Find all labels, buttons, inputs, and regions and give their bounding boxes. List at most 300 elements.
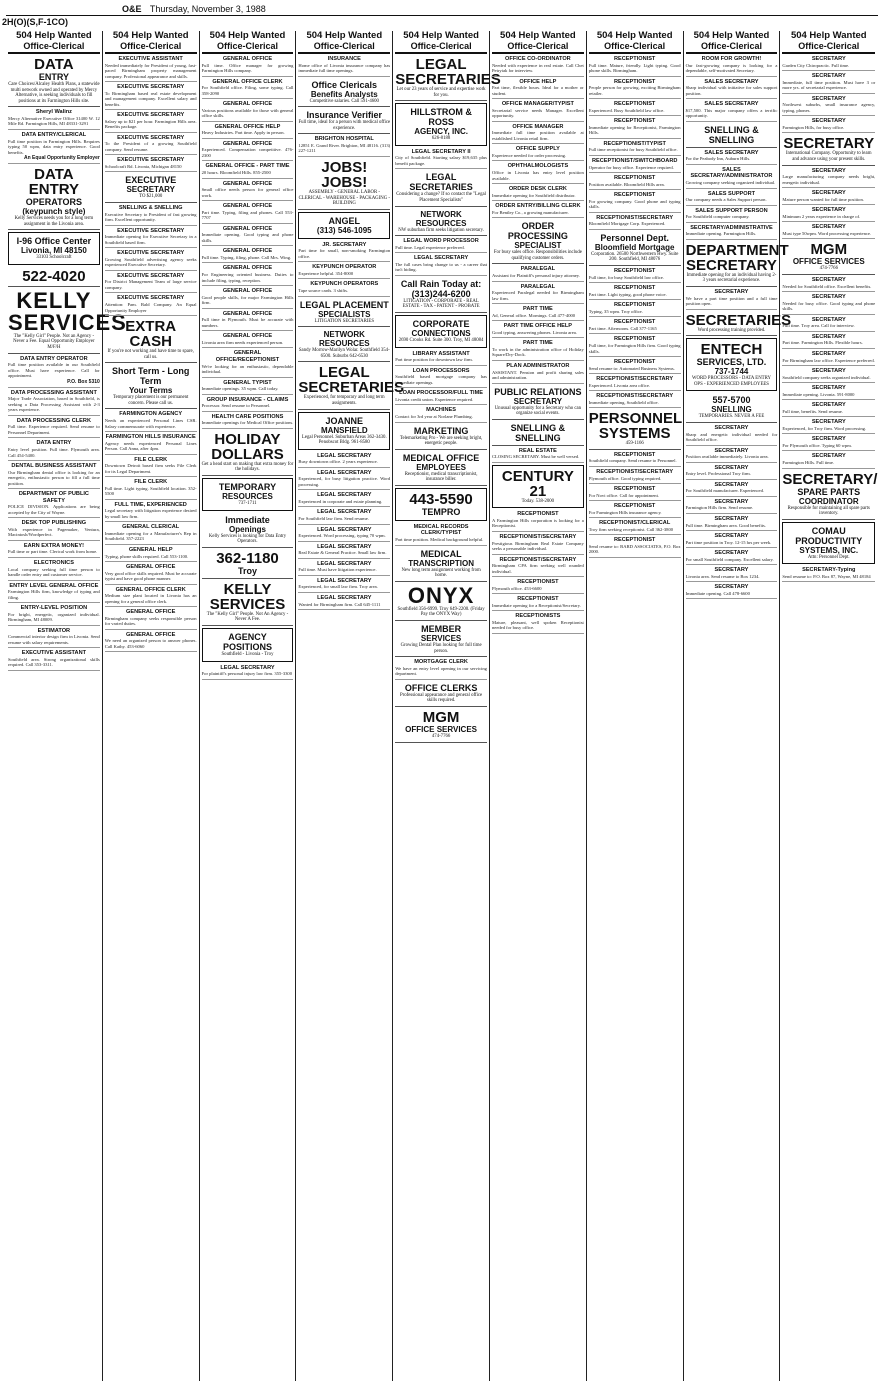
classified-ad	[202, 379, 294, 395]
ad-heading: GENERAL TYPIST	[223, 379, 272, 386]
display-ad-headline: HILLSTROM & ROSS	[410, 107, 472, 128]
classified-ad	[589, 301, 681, 317]
classified-ad	[492, 595, 584, 611]
ad-body: Commercial interior design firm in Livonia. Send resume with salary requirements.	[8, 634, 100, 645]
ad-body: Immediate opening for Southfield distributor.	[491, 192, 576, 198]
display-ad-text: Professional appearance and general office skills required.	[399, 692, 483, 704]
classified-ad	[686, 149, 778, 165]
classified-ad	[105, 501, 197, 523]
display-ad-text: 459-1166	[625, 441, 644, 447]
ad-heading: LEGAL SECRETARY	[317, 543, 372, 550]
ad-body: For Southfield manufacturer. Experienced.	[685, 488, 765, 494]
ad-heading: SECRETARY	[811, 419, 846, 426]
ad-heading: RECEPTIONIST	[614, 78, 656, 85]
ad-heading: RECEPTIONIST	[517, 511, 559, 518]
display-ad-headline: CORPORATE	[412, 319, 470, 330]
ad-body: Immediate openings. 35 wpm. Call today.	[201, 386, 279, 392]
ad-heading: SECRETARY-Typing	[802, 567, 856, 574]
display-ad	[298, 108, 390, 134]
classified-ad	[8, 604, 100, 626]
display-ad-text: WORD PROCESSORS - DATA ENTRY OPS - EXPERIENCED EMPLOYEES	[691, 376, 771, 387]
display-ad-headline: KELLY	[223, 580, 272, 598]
ad-body: Part time for small, non-smoking Farmington office.	[298, 248, 391, 259]
classified-columns	[6, 31, 878, 1381]
classified-column	[200, 31, 297, 1381]
ad-heading: ESTIMATOR	[37, 627, 71, 634]
ad-heading: DENTAL BUSINESS ASSISTANT	[11, 463, 97, 469]
column-heading-subcategory: Office-Clerical	[604, 41, 666, 51]
classified-ad	[492, 162, 584, 184]
display-ad	[492, 465, 584, 509]
ad-body: Assistant for Plaintiff's personal injury attorney.	[491, 273, 580, 279]
ad-heading: SECRETARY	[714, 567, 749, 574]
column-heading-category: 504 Help Wanted	[112, 30, 189, 41]
display-ad	[202, 513, 294, 548]
ad-body: Processor. Send resume to Personnel.	[201, 403, 271, 409]
classified-ad	[105, 134, 197, 156]
classified-ad	[782, 95, 875, 117]
classified-ad	[105, 294, 197, 316]
classified-ad	[492, 265, 584, 281]
ad-body: To work in the administration office of Holiday Square/Dry-Dock.	[491, 346, 584, 358]
display-ad-headline: CONNECTIONS	[411, 329, 471, 339]
ad-body: Home office of Livonia insurance company has immediate full time openings.	[298, 62, 391, 74]
classified-ad	[395, 523, 487, 546]
ad-heading: RECEPTIONIST/TYPIST	[603, 140, 666, 147]
ad-heading: SECRETARY	[811, 73, 846, 80]
display-ad-headline: MGM	[422, 708, 460, 726]
display-ad-headline: Immediate	[225, 514, 270, 525]
display-ad	[395, 315, 487, 348]
ad-heading: SECRETARY	[811, 56, 846, 62]
ad-heading: SALES SUPPORT PERSON	[695, 207, 768, 214]
ad-body: Executive Secretary to President of fast growing firm. Excellent opportunity.	[104, 211, 197, 223]
display-ad-headline: OPERATORS	[25, 197, 82, 208]
ad-body: Various positions available for those with general office skills.	[201, 107, 294, 119]
classified-ad	[782, 189, 875, 205]
classified-ad	[298, 469, 390, 491]
display-ad	[782, 470, 878, 520]
ad-heading: RECEPTIONIST	[614, 503, 656, 510]
ad-heading: SECRETARY	[714, 425, 749, 431]
classified-ad	[686, 481, 778, 497]
ad-heading: RECEPTIONIST/SECRETARY	[596, 393, 674, 400]
classified-ad	[105, 478, 197, 500]
classified-ad	[782, 316, 875, 332]
ad-heading: GENERAL OFFICE	[222, 203, 273, 210]
ad-body: Northwest suburbs, small insurance agency, typing, phones.	[782, 102, 876, 113]
display-ad	[298, 328, 390, 362]
ad-heading: DESK TOP PUBLISHING	[21, 520, 87, 527]
classified-ad	[589, 335, 681, 357]
classified-ad	[298, 508, 390, 524]
ad-heading: SECRETARY	[714, 481, 749, 488]
ad-heading: RECEPTIONIST/SECRETARY	[499, 533, 577, 540]
ad-heading: LEGAL SECRETARY	[317, 469, 372, 476]
display-ad-headline: MEMBER	[421, 623, 462, 634]
classified-ad	[589, 392, 681, 408]
display-ad-headline: NETWORK RESOURCES	[318, 330, 370, 349]
ad-body: Part time. Farmington Hills. Flexible hours.	[782, 340, 863, 346]
section-label: O&E	[122, 4, 142, 14]
display-ad-text: Corporation. 26500 Northwestern Hwy. Suite 200. Southfield, MI 48076	[591, 251, 679, 263]
ad-heading: SECRETARY	[714, 550, 749, 557]
classified-ad	[298, 55, 390, 77]
display-ad-text: The "Kelly Girl" People. Not an Agency - Never a Fee. Equal Opportunity Employer M/F/H	[13, 333, 95, 351]
ad-body: For Farmington Hills insurance agency.	[588, 509, 662, 515]
ad-heading: LOAN PROCESSORS	[412, 367, 470, 374]
display-ad	[395, 277, 487, 313]
display-ad-headline: OFFICE CLERKS	[404, 682, 478, 693]
ad-heading: SECRETARY	[811, 436, 846, 443]
classified-ad	[105, 586, 197, 608]
ad-body: Full time receptionist for busy Southfield office.	[588, 147, 678, 153]
display-ad	[8, 55, 100, 107]
ad-body: Large manufacturing company needs bright, energetic individual.	[782, 174, 876, 185]
ad-body: Wanted for Birmingham firm. Call 645-1111	[298, 601, 381, 607]
classified-ad	[105, 631, 197, 653]
ad-heading: GENERAL OFFICE - PART TIME	[205, 163, 290, 170]
ad-heading: LEGAL WORD PROCESSOR	[403, 238, 479, 245]
classified-ad	[202, 396, 294, 412]
display-ad	[298, 212, 390, 239]
ad-body: A Farmington Hills corporation is looking for a Receptionist.	[491, 517, 584, 529]
display-ad-headline: KELLY	[16, 287, 92, 313]
ad-body: 12851 E. Grand River. Brighton, MI 48116. (313) 227-1211	[298, 142, 391, 154]
ad-heading: GENERAL OFFICE	[126, 564, 176, 571]
display-ad-headline: AGENCY POSITIONS	[222, 631, 272, 652]
display-ad	[202, 430, 294, 476]
display-ad-headline: MEDICAL OFFICE	[402, 452, 480, 463]
ad-body: Garden City Chiropractic. Full time.	[782, 62, 850, 68]
classified-ad	[492, 185, 584, 201]
ad-heading: RECEPTIONIST	[614, 451, 656, 458]
ad-contact: An Equal Opportunity Employer	[23, 155, 100, 162]
classified-column	[684, 30, 792, 1381]
display-ad	[589, 231, 681, 266]
ad-body: Mature person wanted for full time position.	[782, 196, 864, 202]
classified-ad	[686, 424, 778, 446]
display-ad-text: Sandy Morrow-Marilyn Wolar. Southfield 354-6500. Suburbs 642-6530	[298, 348, 390, 359]
ad-body: Needs an experienced Personal Lines CSR. Salary commensurate with experience.	[104, 418, 197, 429]
ad-body: Immediate opening. Livonia. 591-8000	[782, 391, 855, 397]
classified-ad	[202, 287, 294, 309]
ad-heading: PART TIME	[523, 306, 553, 313]
display-ad-text: Legal Personnel. Suburban Areas 362-3430. Penobscot Bldg. 961-8580	[301, 434, 387, 446]
classified-ad	[105, 249, 197, 271]
classified-ad	[589, 117, 681, 139]
classified-ad	[589, 519, 681, 535]
classified-ad	[589, 485, 681, 501]
display-ad-text: Temporary placement is our permanent concern. Please call us.	[113, 395, 189, 406]
classified-ad	[8, 131, 100, 164]
ad-body: Full time. Office manager for growing Farmington Hills company.	[201, 62, 294, 74]
ad-heading: DATA PROCESSING ASSISTANT	[10, 389, 97, 396]
display-ad-text: ASSEMBLY - GENERAL LABOR - CLERICAL - WAREHOUSE - PACKAGING - BUILDING	[298, 189, 390, 207]
ad-body: For Engineering oriented business. Duties to include filing, typing, reception.	[201, 272, 294, 283]
display-ad	[105, 364, 197, 409]
ad-body: Send resume to: P.O. Box 87, Wayne, MI 48184	[782, 573, 871, 579]
ad-body: ASSISTANT. Pension and profit sharing sales and administration.	[491, 369, 584, 380]
classified-ad	[8, 490, 100, 518]
display-ad	[202, 478, 294, 511]
classified-ad	[298, 560, 390, 576]
column-heading	[492, 31, 584, 54]
classified-ad	[492, 305, 584, 321]
classified-ad	[105, 227, 197, 249]
ad-heading: LEGAL SECRETARY	[317, 526, 372, 533]
ad-heading: SECRETARY	[714, 584, 749, 591]
display-ad-text: Today. 538-2000	[521, 498, 555, 504]
ad-heading: GENERAL OFFICE	[222, 333, 273, 340]
ad-heading: EXECUTIVE SECRETARY	[117, 112, 185, 119]
display-ad-text: Responsible for maintaining all spare parts inventory.	[787, 505, 870, 517]
ad-heading: SECRETARY	[811, 350, 846, 357]
display-ad-headline: TEMPRO	[421, 506, 461, 517]
ad-body: Experienced in corporate and estate planning.	[298, 498, 383, 504]
display-ad-headline: SECRETARY	[126, 185, 175, 195]
ad-heading: SECRETARY	[811, 453, 846, 460]
classified-ad	[492, 362, 584, 384]
display-ad-headline: COMAU PRODUCTIVITY	[795, 525, 863, 546]
ad-heading: GENERAL OFFICE HELP	[214, 123, 281, 130]
ad-body: Busy downtown office. 2 years experience.	[298, 459, 378, 465]
display-ad-headline: MANSFIELD	[320, 425, 368, 435]
ad-body: Needed for Southfield office. Excellent benefits.	[782, 283, 872, 289]
classified-ad	[686, 78, 778, 100]
ad-body: Southfield company. Send resume to Personnel.	[588, 458, 677, 464]
display-ad	[395, 103, 487, 146]
ad-body: Immediate opening. Good typing and phone skills.	[201, 232, 294, 243]
display-ad-headline: DEPARTMENT	[685, 241, 789, 259]
ad-body: Experienced. Compensation competitive. 476-2300	[201, 147, 294, 158]
classified-ad	[202, 123, 294, 139]
classified-ad	[105, 83, 197, 110]
ad-heading: PARALEGAL	[520, 283, 556, 290]
ad-body: Full time. Troy area. Call for interview.	[782, 323, 855, 329]
classified-ad	[395, 367, 487, 389]
classified-ad	[686, 566, 778, 582]
ad-body: Downtown Detroit based firm seeks File Clerk for its Legal Department.	[104, 463, 197, 474]
column-heading-category: 504 Help Wanted	[500, 30, 576, 41]
display-ad-headline: HOLIDAY DOLLARS	[211, 430, 284, 463]
ad-body: Mature, pleasant, well spoken Receptionist needed for busy office.	[491, 619, 584, 631]
ad-body: Secretarial service needs Manager. Excellent opportunity.	[491, 107, 584, 119]
ad-body: Sharp individual with initiative for sales support position.	[685, 85, 778, 96]
ad-body: Minimum 2 years experience in charge of.	[782, 213, 861, 219]
display-ad-headline: SECRETARIES	[685, 311, 792, 329]
classified-ad	[105, 608, 197, 630]
classified-ad	[202, 202, 294, 224]
ad-body: Full time. Birmingham area. Good benefits.	[685, 522, 766, 528]
classified-column	[490, 31, 587, 1381]
classified-column	[6, 30, 127, 1381]
ad-body: Experienced. Busy Southfield law office.	[588, 107, 665, 113]
display-ad-headline: I-96 Office Center	[16, 236, 92, 247]
classified-ad	[8, 519, 100, 541]
ad-heading: GENERAL OFFICE	[222, 140, 273, 147]
ad-heading: SECRETARY	[811, 333, 846, 340]
ad-body: Immediate opening for Receptionist, Farmington Hills.	[588, 124, 681, 136]
display-ad-text: For busy sales office. Responsibilities include qualifying customer orders.	[493, 250, 582, 261]
ad-heading: JR. SECRETARY	[322, 241, 367, 248]
column-heading	[686, 31, 778, 54]
display-ad-headline: SECRETARY	[686, 256, 777, 274]
ad-heading: GENERAL OFFICE	[222, 101, 273, 108]
classified-ad	[8, 649, 100, 671]
ad-body: Immediate opening for a Manufacturer's Rep in Southfield. 357-2223	[104, 530, 197, 542]
ad-body: Full time, for Farmington Hills firm. Good typing skills.	[588, 343, 681, 354]
ad-body: Good people skills, for major Farmington Hills firm.	[201, 294, 294, 306]
ad-heading: SECRETARY	[714, 447, 749, 454]
classified-ad	[105, 456, 197, 478]
display-ad-headline: SECRETARY/	[782, 470, 878, 488]
classified-ad	[492, 100, 584, 122]
ad-heading: RECEPTIONIST	[517, 596, 559, 603]
display-ad-headline: COORDINATOR	[798, 496, 859, 506]
display-ad	[685, 241, 789, 287]
display-ad-text: LITIGATION - CORPORATE - REAL ESTATE - TAX - PATENT - PROBATE	[402, 298, 480, 310]
ad-body: For Novi office. Call for appointment.	[588, 492, 659, 498]
display-ad	[8, 232, 100, 265]
ad-body: For District Management Team of large service company.	[104, 279, 197, 290]
column-heading	[298, 31, 390, 54]
display-ad	[589, 409, 681, 450]
display-ad-text: Growing Dental Plan looking for full time person.	[400, 642, 482, 654]
ad-body: Local company seeking full time person to handle order entry and customer service.	[8, 566, 100, 578]
display-ad-headline: OFFICE SERVICES	[792, 257, 865, 267]
ad-heading: SECRETARY	[811, 95, 846, 102]
ad-body: Major Trade Association, based in Southfield, is seeking a Data Processing Assistant with 2-3 years experience.	[8, 396, 100, 413]
classified-ad	[202, 349, 294, 377]
ad-heading: GENERAL OFFICE	[126, 609, 176, 616]
classified-ad	[8, 355, 100, 388]
classified-ad	[395, 389, 487, 405]
classified-ad	[589, 468, 681, 484]
display-ad-headline: PERSONNEL SYSTEMS	[588, 410, 683, 443]
classified-ad	[686, 224, 778, 240]
column-heading-category: 504 Help Wanted	[306, 30, 383, 41]
display-ad-headline: LEGAL PLACEMENT	[299, 299, 389, 310]
page-code: 2H(O)(S,F-1CO)	[2, 17, 68, 27]
ad-body: Our Birmingham dental office is looking for an energetic, enthusiastic person to fill a full time position.	[8, 469, 100, 486]
display-ad-headline: EXECUTIVE	[125, 175, 177, 186]
ad-heading: RECEPTIONIST	[614, 268, 656, 275]
classified-ad	[395, 237, 487, 253]
ad-body: Office in Livonia has entry level position available.	[491, 170, 584, 181]
classified-ad	[589, 375, 681, 391]
ad-body: Schoolcraft Rd. Livonia, Michigan 48150	[104, 163, 182, 169]
display-ad-text: 626-8188	[431, 136, 451, 142]
ad-heading: SECRETARY	[811, 316, 846, 323]
ad-heading: RECEPTIONIST	[614, 486, 656, 493]
page-masthead	[122, 4, 266, 14]
ad-body: Immediate openings for Medical Office positions.	[201, 420, 294, 426]
display-ad	[395, 424, 487, 450]
ad-heading: OFFICE CO-ORDINATOR	[505, 56, 571, 62]
ad-body: For Southfield computer company.	[685, 214, 750, 220]
ad-body: Part time. Light typing, good phone voice.	[588, 291, 667, 297]
ad-heading: LEGAL SECRETARY II	[411, 148, 471, 155]
display-ad-headline: SPECIALISTS	[318, 309, 371, 319]
display-ad-headline: Benefits Analysts	[310, 89, 378, 99]
classified-ad	[298, 241, 390, 263]
display-ad-headline: TRANSCRIPTION	[408, 558, 474, 568]
ad-body: Experience helpful. 354-8000	[298, 270, 354, 276]
ad-body: Farmington Hills. Full time.	[782, 460, 835, 466]
display-ad-headline: MARKETING	[413, 425, 469, 436]
display-ad-headline: LEGAL SECRETARIES	[409, 172, 473, 193]
ad-body: Experienced Paralegal needed for Birmingham law firm.	[491, 290, 584, 301]
display-ad-headline: (313) 546-1095	[316, 225, 372, 235]
ad-heading: GROUP INSURANCE - CLAIMS	[206, 396, 289, 403]
ad-heading: BRIGHTON HOSPITAL	[314, 136, 374, 143]
display-ad-headline: EXTRA CASH	[125, 318, 177, 351]
ad-heading: GENERAL OFFICE	[222, 288, 273, 295]
display-ad	[298, 412, 390, 450]
display-ad-headline: 443-5590	[409, 490, 473, 508]
classified-ad	[492, 78, 584, 100]
classified-ad	[202, 180, 294, 202]
ad-heading: RECEPTIONIST	[614, 537, 656, 544]
classified-ad	[298, 594, 390, 610]
ad-body: Immediate opening for Executive Secretary in a Southfield based firm.	[104, 234, 197, 245]
classified-ad	[782, 435, 875, 451]
ad-heading: GENERAL OFFICE	[222, 180, 273, 187]
ad-heading: DATA ENTRY/CLERICAL	[21, 131, 87, 138]
classified-ad	[298, 452, 390, 468]
ad-body: Immediate opening for a Receptionist/Secretary.	[491, 602, 581, 608]
classified-ad	[782, 117, 875, 133]
ad-body: Full time. Must have litigation experience.	[298, 567, 377, 573]
ad-heading: SECRETARY	[811, 190, 846, 197]
display-ad-headline: DATA	[34, 56, 74, 73]
display-ad-headline: JOBS!	[321, 158, 368, 176]
ad-heading: SECRETARY	[811, 207, 846, 214]
classified-ad	[105, 433, 197, 455]
ad-heading: EXECUTIVE ASSISTANT	[21, 650, 87, 657]
ad-body: For Birmingham law office. Experience preferred.	[782, 357, 875, 363]
column-heading-category: 504 Help Wanted	[209, 30, 286, 41]
display-ad-headline: Livonia, MI 48150	[20, 246, 87, 256]
ad-heading: SECRETARY	[811, 402, 846, 409]
ad-heading: RECEPTIONIST	[614, 192, 656, 199]
column-heading	[105, 31, 197, 54]
header-rule	[6, 15, 878, 16]
classified-ad	[782, 276, 875, 292]
display-ad-headline: LEGAL	[415, 56, 467, 73]
classified-ad	[589, 78, 681, 100]
classified-ad	[298, 543, 390, 559]
ad-heading: OFFICE MANAGER/TYPIST	[501, 101, 574, 108]
classified-column	[296, 30, 404, 1381]
classified-ad	[492, 123, 584, 145]
display-ad-headline: JOANNE	[325, 415, 364, 426]
classified-ad	[8, 462, 100, 489]
ad-heading: SECRETARY	[714, 289, 749, 296]
classified-ad	[8, 108, 100, 130]
ad-heading: Sheryl Walinz	[35, 109, 72, 116]
classified-ad	[686, 549, 778, 565]
ad-body: Position available. Bloomfield Hills area.	[588, 181, 665, 187]
ad-body: Experienced. Livonia area office.	[588, 382, 651, 388]
ad-heading: EXECUTIVE SECRETARY	[117, 295, 185, 302]
classified-ad	[686, 447, 778, 463]
ad-body: Typing, 35 wpm. Troy office.	[588, 308, 643, 314]
classified-ad	[686, 515, 778, 531]
ad-body: Livonia area firm needs experienced person.	[201, 339, 284, 345]
ad-heading: DEPARTMENT OF PUBLIC SAFETY	[18, 491, 89, 504]
